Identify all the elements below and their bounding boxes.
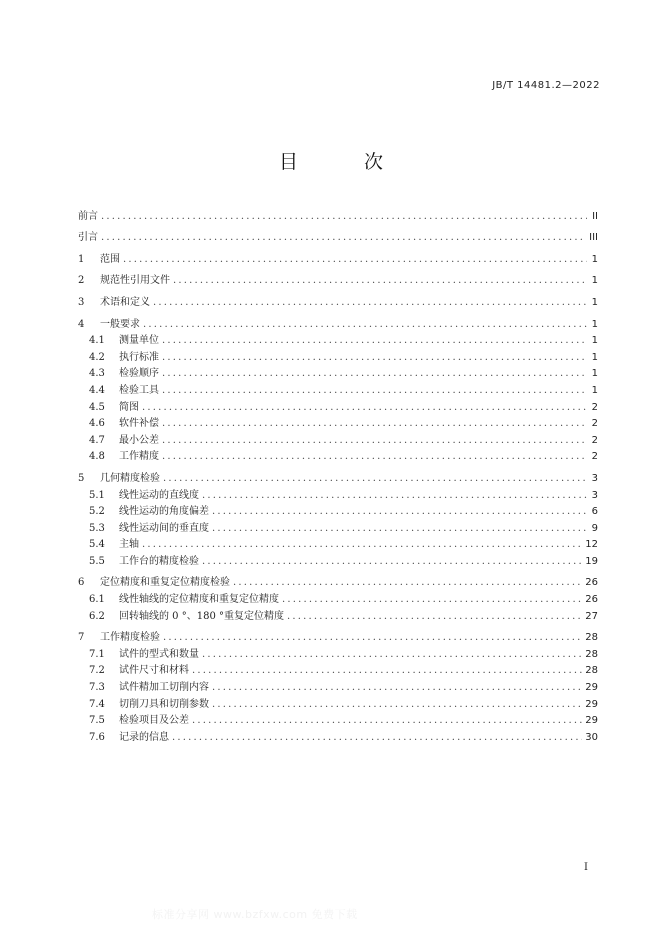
toc-entry-label: 工作精度 bbox=[119, 451, 159, 463]
toc-entry-page: 1 bbox=[591, 296, 598, 308]
toc-entry-label: 检验项目及公差 bbox=[119, 715, 189, 727]
toc-leader-dots bbox=[162, 352, 587, 364]
toc-entry-number: 5.1 bbox=[89, 489, 105, 501]
toc-entry-number: 4.2 bbox=[89, 351, 105, 363]
toc-entry-label: 软件补偿 bbox=[119, 418, 159, 430]
toc-entry[interactable] bbox=[78, 380, 598, 397]
toc-entry[interactable] bbox=[78, 266, 598, 288]
document-code: JB/T 14481.2—2022 bbox=[492, 80, 600, 91]
toc-leader-dots bbox=[212, 523, 587, 535]
toc-entry-label: 检验工具 bbox=[119, 384, 159, 396]
toc-leader-dots bbox=[162, 335, 587, 347]
toc-entry-number: 2 bbox=[78, 275, 85, 287]
toc-leader-dots bbox=[142, 539, 582, 551]
toc-leader-dots bbox=[153, 297, 587, 309]
toc-entry-number: 6.2 bbox=[89, 610, 105, 622]
toc-entry[interactable] bbox=[78, 287, 598, 309]
page-number: I bbox=[584, 862, 588, 873]
toc-entry-page: 1 bbox=[591, 384, 598, 396]
toc-leader-dots bbox=[233, 577, 582, 589]
toc-entry-number: 3 bbox=[78, 296, 85, 308]
toc-entry-label: 几何精度检验 bbox=[100, 472, 160, 484]
toc-entry[interactable] bbox=[78, 589, 598, 606]
toc-entry-page: 2 bbox=[591, 418, 598, 430]
toc-entry-number: 4.8 bbox=[89, 451, 105, 463]
toc-entry-page: 30 bbox=[585, 731, 598, 743]
toc-leader-dots bbox=[162, 451, 587, 463]
toc-entry[interactable] bbox=[78, 661, 598, 678]
toc-entry[interactable] bbox=[78, 331, 598, 348]
toc-entry-number: 7.1 bbox=[89, 648, 105, 660]
toc-entry-label: 线性运动的直线度 bbox=[119, 489, 199, 501]
toc-entry-label: 定位精度和重复定位精度检验 bbox=[100, 577, 230, 589]
toc-entry-number: 7.5 bbox=[89, 715, 105, 727]
page-title: 目 次 bbox=[278, 151, 414, 173]
toc-entry[interactable] bbox=[78, 551, 598, 568]
toc-entry[interactable] bbox=[78, 463, 598, 485]
toc-entry[interactable] bbox=[78, 201, 598, 223]
toc-entry-page: 9 bbox=[591, 522, 598, 534]
toc-leader-dots bbox=[163, 473, 587, 485]
toc-entry-number: 4.1 bbox=[89, 335, 105, 347]
toc-leader-dots bbox=[173, 275, 587, 287]
toc-leader-dots bbox=[212, 506, 587, 518]
toc-entry-number: 7.2 bbox=[89, 665, 105, 677]
toc-entry-page: 1 bbox=[591, 318, 598, 330]
toc-entry-page: 2 bbox=[591, 434, 598, 446]
toc-entry[interactable] bbox=[78, 447, 598, 464]
toc-entry-number: 7.3 bbox=[89, 682, 105, 694]
toc-entry-label: 规范性引用文件 bbox=[100, 275, 170, 287]
toc-leader-dots bbox=[143, 319, 587, 331]
toc-entry-page: 28 bbox=[585, 665, 598, 677]
toc-entry-page: 26 bbox=[585, 594, 598, 606]
toc-entry-label: 执行标准 bbox=[119, 351, 159, 363]
toc-leader-dots bbox=[162, 418, 587, 430]
toc-entry-label: 回转轴线的 0 °、180 °重复定位精度 bbox=[119, 610, 284, 622]
toc-entry[interactable] bbox=[78, 397, 598, 414]
toc-leader-dots bbox=[162, 368, 587, 380]
toc-entry[interactable] bbox=[78, 623, 598, 645]
toc-leader-dots bbox=[202, 649, 582, 661]
toc-entry-number: 4.3 bbox=[89, 368, 105, 380]
toc-entry-number: 7.6 bbox=[89, 731, 105, 743]
toc-leader-dots bbox=[123, 254, 587, 266]
toc-entry[interactable] bbox=[78, 244, 598, 266]
toc-entry-number: 6.1 bbox=[89, 594, 105, 606]
toc-leader-dots bbox=[202, 556, 582, 568]
toc-entry[interactable] bbox=[78, 364, 598, 381]
toc-leader-dots bbox=[163, 632, 582, 644]
toc-entry-number: 1 bbox=[78, 253, 85, 265]
toc-leader-dots bbox=[101, 232, 586, 244]
toc-entry-label: 工作台的精度检验 bbox=[119, 555, 199, 567]
toc-entry[interactable] bbox=[78, 518, 598, 535]
toc-entry-page: II bbox=[592, 210, 598, 222]
toc-leader-dots bbox=[162, 435, 587, 447]
toc-entry-page: 29 bbox=[585, 698, 598, 710]
toc-entry-number: 7.4 bbox=[89, 698, 105, 710]
toc-entry[interactable] bbox=[78, 568, 598, 590]
toc-entry-number: 4.5 bbox=[89, 401, 105, 413]
toc-entry-label: 测量单位 bbox=[119, 335, 159, 347]
toc-entry[interactable] bbox=[78, 347, 598, 364]
toc-entry-number: 7 bbox=[78, 632, 85, 644]
toc-entry-page: 28 bbox=[585, 632, 598, 644]
toc-entry-label: 线性轴线的定位精度和重复定位精度 bbox=[119, 594, 279, 606]
toc-leader-dots bbox=[142, 402, 587, 414]
toc-entry-page: 1 bbox=[591, 368, 598, 380]
toc-entry[interactable] bbox=[78, 223, 598, 245]
toc-entry-page: 1 bbox=[591, 275, 598, 287]
toc-leader-dots bbox=[101, 211, 587, 223]
toc-entry-page: 1 bbox=[591, 335, 598, 347]
toc-entry-label: 简图 bbox=[119, 401, 139, 413]
toc-leader-dots bbox=[192, 715, 582, 727]
toc-entry[interactable] bbox=[78, 606, 598, 623]
toc-entry[interactable] bbox=[78, 309, 598, 331]
toc-entry[interactable] bbox=[78, 711, 598, 728]
toc-entry-label: 术语和定义 bbox=[100, 296, 150, 308]
table-of-contents bbox=[78, 201, 598, 744]
toc-entry-page: 1 bbox=[591, 351, 598, 363]
toc-entry-label: 检验顺序 bbox=[119, 368, 159, 380]
toc-entry-page: 12 bbox=[585, 539, 598, 551]
toc-entry-page: 2 bbox=[591, 451, 598, 463]
toc-entry-label: 试件尺寸和材料 bbox=[119, 665, 189, 677]
toc-entry-page: 26 bbox=[585, 577, 598, 589]
toc-entry-number: 4 bbox=[78, 318, 85, 330]
toc-leader-dots bbox=[202, 490, 587, 502]
toc-entry[interactable] bbox=[78, 502, 598, 519]
toc-entry-page: 27 bbox=[585, 610, 598, 622]
toc-entry-label: 一般要求 bbox=[100, 318, 140, 330]
toc-entry[interactable] bbox=[78, 644, 598, 661]
toc-entry-page: 1 bbox=[591, 253, 598, 265]
toc-entry-page: 6 bbox=[591, 506, 598, 518]
toc-entry-number: 5 bbox=[78, 472, 85, 484]
toc-entry-number: 5.2 bbox=[89, 506, 105, 518]
toc-entry[interactable] bbox=[78, 535, 598, 552]
toc-entry-label: 最小公差 bbox=[119, 434, 159, 446]
toc-entry-label: 范围 bbox=[100, 253, 120, 265]
toc-entry-number: 5.3 bbox=[89, 522, 105, 534]
toc-entry-page: III bbox=[589, 232, 598, 244]
toc-leader-dots bbox=[212, 699, 582, 711]
toc-entry-number: 6 bbox=[78, 577, 85, 589]
toc-entry[interactable] bbox=[78, 677, 598, 694]
toc-entry-label: 试件精加工切削内容 bbox=[119, 682, 209, 694]
toc-entry-number: 5.4 bbox=[89, 539, 105, 551]
toc-entry-number: 4.7 bbox=[89, 434, 105, 446]
watermark-text: 标准分享网 www.bzfxw.com 免费下载 bbox=[152, 908, 358, 921]
toc-entry-label: 引言 bbox=[78, 232, 98, 244]
toc-entry-label: 记录的信息 bbox=[119, 731, 169, 743]
toc-entry-number: 4.4 bbox=[89, 384, 105, 396]
toc-entry-label: 切削刀具和切削参数 bbox=[119, 698, 209, 710]
toc-entry-page: 19 bbox=[585, 555, 598, 567]
toc-leader-dots bbox=[287, 611, 582, 623]
toc-entry-label: 主轴 bbox=[119, 539, 139, 551]
toc-leader-dots bbox=[162, 385, 587, 397]
toc-entry[interactable] bbox=[78, 727, 598, 744]
toc-entry-page: 3 bbox=[591, 472, 598, 484]
toc-entry-page: 28 bbox=[585, 648, 598, 660]
toc-entry-label: 试件的型式和数量 bbox=[119, 648, 199, 660]
toc-entry[interactable] bbox=[78, 430, 598, 447]
toc-entry-label: 线性运动间的垂直度 bbox=[119, 522, 209, 534]
toc-leader-dots bbox=[192, 665, 582, 677]
toc-entry[interactable] bbox=[78, 694, 598, 711]
toc-entry-number: 5.5 bbox=[89, 555, 105, 567]
toc-entry[interactable] bbox=[78, 414, 598, 431]
toc-entry-page: 2 bbox=[591, 401, 598, 413]
toc-leader-dots bbox=[282, 594, 582, 606]
toc-entry-label: 前言 bbox=[78, 210, 98, 222]
toc-entry-label: 工作精度检验 bbox=[100, 632, 160, 644]
toc-entry-page: 29 bbox=[585, 682, 598, 694]
toc-entry-number: 4.6 bbox=[89, 418, 105, 430]
toc-entry-label: 线性运动的角度偏差 bbox=[119, 506, 209, 518]
toc-entry-page: 29 bbox=[585, 715, 598, 727]
toc-leader-dots bbox=[212, 682, 582, 694]
toc-entry[interactable] bbox=[78, 485, 598, 502]
toc-leader-dots bbox=[172, 732, 582, 744]
toc-entry-page: 3 bbox=[591, 489, 598, 501]
